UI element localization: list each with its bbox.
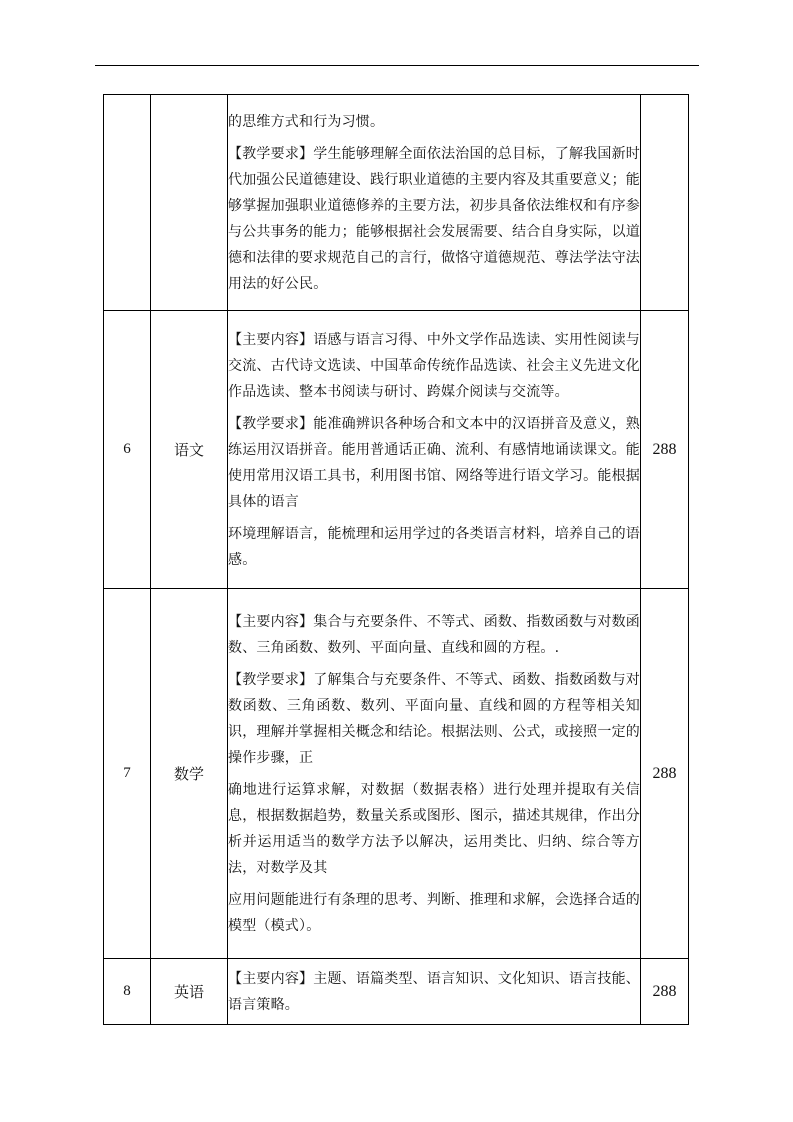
- header-rule: [95, 65, 699, 66]
- curriculum-table: [103, 94, 689, 1025]
- course-number-cell: 6: [104, 311, 151, 589]
- course-content-cell: [228, 959, 641, 1025]
- content-paragraph: 【教学要求】学生能够理解全面依法治国的总目标，了解我国新时代加强公民道德建设、践行职业道德的主要内容及其重要意义；能够掌握加强职业道德修养的主要方法，初步具备依法维权和有序参与公共事务的能力；能够根据社会发展需要、结合自身实际，以道德和法律的要求规范自己的言行，做恪守道德规范、尊法学法守法用法的好公民。: [228, 145, 640, 292]
- content-paragraph: 的思维方式和行为习惯。: [228, 113, 385, 130]
- content-paragraph: 【主要内容】主题、语篇类型、语言知识、文化知识、语言技能、语言策略。: [228, 970, 640, 1013]
- table-row: [104, 95, 689, 311]
- course-number-cell: 8: [104, 959, 151, 1025]
- course-number-cell: [104, 95, 151, 311]
- course-name-cell: 数学: [151, 589, 228, 959]
- course-content-cell: [228, 589, 641, 959]
- course-hours-cell: 288: [641, 959, 689, 1025]
- content-paragraph: 【主要内容】语感与语言习得、中外文学作品选读、实用性阅读与交流、古代诗文选读、中国革命传统作品选读、社会主义先进文化作品选读、整本书阅读与研讨、跨媒介阅读与交流等。: [228, 331, 640, 400]
- course-hours-cell: 288: [641, 589, 689, 959]
- content-paragraph: 环境理解语言，能梳理和运用学过的各类语言材料，培养自己的语感。: [228, 525, 640, 568]
- course-content-cell: [228, 311, 641, 589]
- course-name-cell: 英语: [151, 959, 228, 1025]
- content-paragraph: 确地进行运算求解，对数据（数据表格）进行处理并提取有关信息，根据数据趋势，数量关系或图形、图示，描述其规律，作出分析并运用适当的数学方法予以解决，运用类比、归纳、综合等方法，对数学及其: [228, 781, 640, 876]
- course-hours-cell: 288: [641, 311, 689, 589]
- table-row: [104, 589, 689, 959]
- content-paragraph: 【主要内容】集合与充要条件、不等式、函数、指数函数与对数函数、三角函数、数列、平面向量、直线和圆的方程。.: [228, 613, 640, 656]
- course-hours-cell: [641, 95, 689, 311]
- course-number-cell: 7: [104, 589, 151, 959]
- table-row: [104, 311, 689, 589]
- content-paragraph: 【教学要求】了解集合与充要条件、不等式、函数、指数函数与对数函数、三角函数、数列、平面向量、直线和圆的方程等相关知识，理解并掌握相关概念和结论。根据法则、公式，或接照一定的操作步骤，正: [228, 671, 640, 766]
- course-name-cell: 语文: [151, 311, 228, 589]
- course-name-cell: [151, 95, 228, 311]
- table-row: [104, 959, 689, 1025]
- course-content-cell: [228, 95, 641, 311]
- content-paragraph: 【教学要求】能准确辨识各种场合和文本中的汉语拼音及意义，熟练运用汉语拼音。能用普通话正确、流利、有感情地诵读课文。能使用常用汉语工具书，利用图书馆、网络等进行语文学习。能根据具体的语言: [228, 415, 640, 510]
- content-paragraph: 应用问题能进行有条理的思考、判断、推理和求解，会选择合适的模型（模式）。: [228, 891, 640, 934]
